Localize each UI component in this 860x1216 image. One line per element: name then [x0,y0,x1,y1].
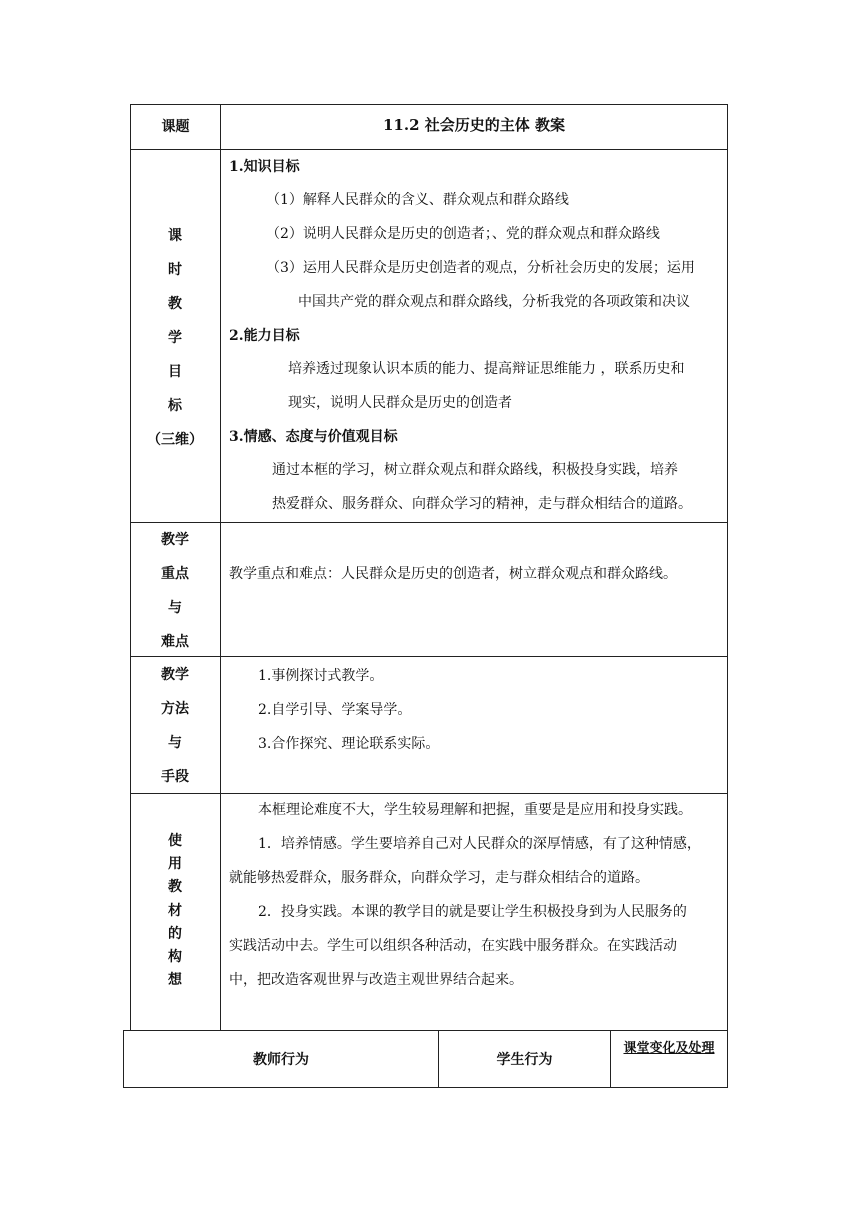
row-divider-2 [130,522,728,523]
objective-knowledge-item-2: （2）说明人民群众是历史的创造者；、党的群众观点和群众路线 [266,226,660,242]
key-points-text: 教学重点和难点：人民群众是历史的创造者，树立群众观点和群众路线。 [229,566,677,582]
subtable-border-bottom [123,1087,728,1088]
method-item-1: 1.事例探讨式教学。 [258,668,384,684]
design-line-3: 就能够热爱群众，服务群众，向群众学习，走与群众相结合的道路。 [229,870,649,886]
objective-knowledge-item-3-cont: 中国共产党的群众观点和群众路线，分析我党的各项政策和决议 [298,294,690,310]
objective-heading-emotion: 3.情感、态度与价值观目标 [229,429,398,445]
row-divider-3 [130,656,728,657]
label-key-points: 教学 重点 与 难点 [161,532,189,650]
row-divider-4 [130,793,728,794]
design-line-4: 2．投身实践。本课的教学目的就是要让学生积极投身到为人民服务的 [258,904,687,920]
header-classroom-changes: 课堂变化及处理 [623,1041,715,1056]
header-teacher-behavior: 教师行为 [253,1052,309,1068]
label-methods: 教学 方法 与 手段 [161,667,189,785]
design-line-1: 本框理论难度不大，学生较易理解和把握，重要是是应用和投身实践。 [258,802,692,818]
table-border-left [130,104,131,1030]
objective-emotion-line-2: 热爱群众、服务群众、向群众学习的精神，走与群众相结合的道路。 [272,496,692,512]
objective-ability-line-1: 培养透过现象认识本质的能力、提高辩证思维能力 ，联系历史和 [288,361,685,377]
objective-ability-line-2: 现实，说明人民群众是历史的创造者 [288,395,512,411]
table-column-divider [220,104,221,1030]
row-divider-1 [130,149,728,150]
method-item-2: 2.自学引导、学案导学。 [258,702,412,718]
subtable-border-top [123,1030,728,1031]
method-item-3: 3.合作探究、理论联系实际。 [258,736,440,752]
objective-knowledge-item-3: （3）运用人民群众是历史创造者的观点，分析社会历史的发展；运用 [266,260,695,276]
design-line-5: 实践活动中去。学生可以组织各种活动，在实践中服务群众。在实践活动 [229,938,677,954]
table-border-right [727,104,728,1030]
label-objectives: 课 时 教 学 目 标 （三维） [147,228,203,448]
design-line-6: 中，把改造客观世界与改造主观世界结合起来。 [229,972,523,988]
objective-heading-ability: 2.能力目标 [229,328,300,344]
objective-knowledge-item-1: （1）解释人民群众的含义、群众观点和群众路线 [266,192,569,208]
header-student-behavior: 学生行为 [496,1052,553,1068]
subtable-border-right [727,1030,728,1088]
page-title: 11.2 社会历史的主体 教案 [383,116,565,134]
label-topic: 课题 [161,119,190,135]
label-textbook-design: 使 用 教 材 的 构 想 [168,833,182,989]
objective-emotion-line-1: 通过本框的学习，树立群众观点和群众路线，积极投身实践，培养 [272,462,678,478]
objective-heading-knowledge: 1.知识目标 [229,159,300,175]
design-line-2: 1．培养情感。学生要培养自己对人民群众的深厚情感，有了这种情感， [258,836,701,852]
